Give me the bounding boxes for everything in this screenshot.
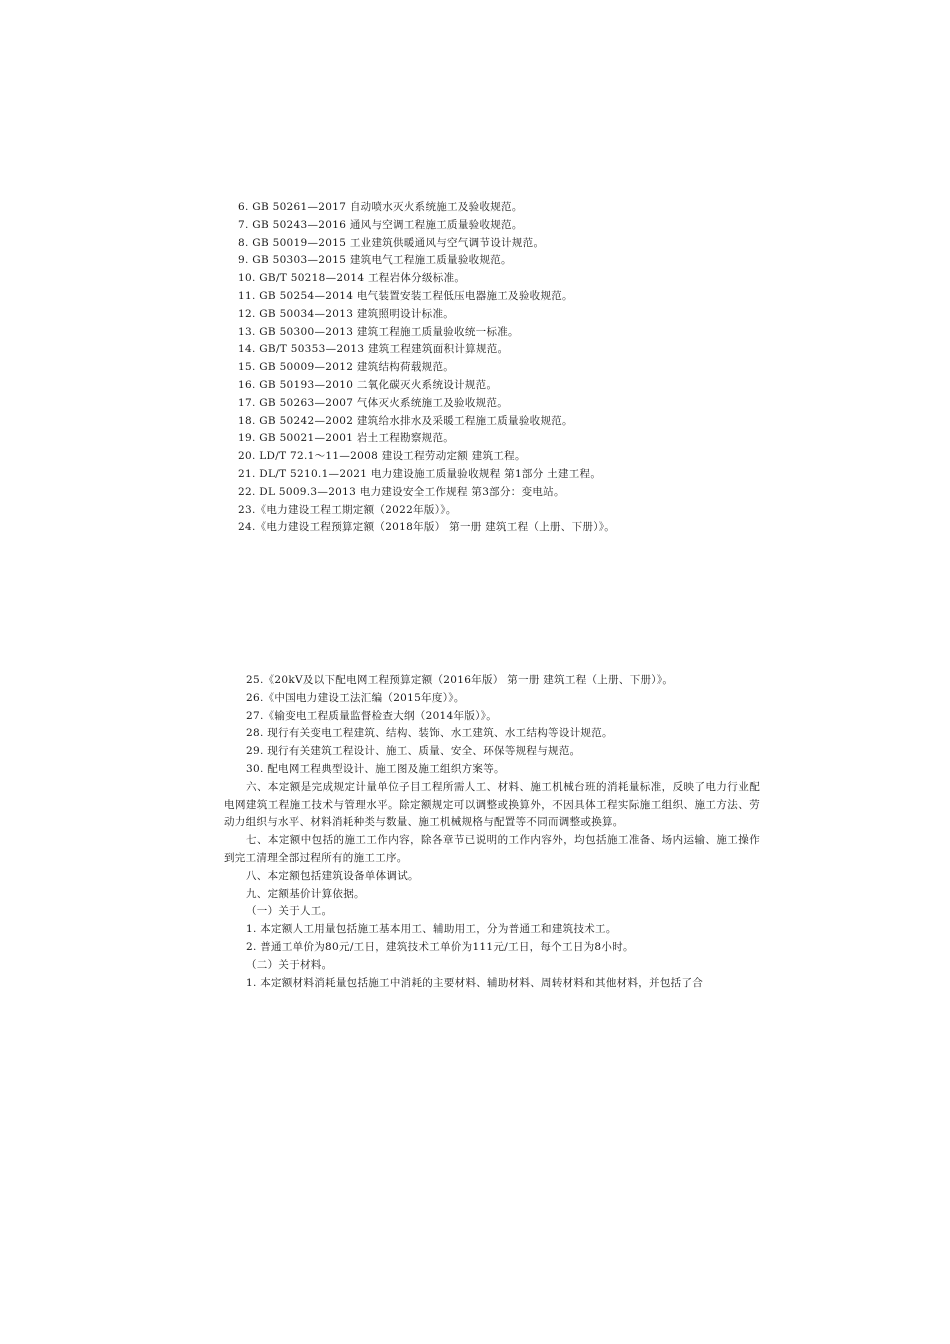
list-item: 11. GB 50254—2014 电气装置安装工程低压电器施工及验收规范。: [238, 289, 573, 302]
labor-item-1: 1. 本定额人工用量包括施工基本用工、辅助用工，分为普通工和建筑技术工。: [246, 923, 617, 936]
list-item: 24.《电力建设工程预算定额（2018年版） 第一册 建筑工程（上册、下册）》。: [238, 521, 616, 534]
list-item: 28. 现行有关变电工程建筑、结构、装饰、水工建筑、水工结构等设计规范。: [246, 727, 613, 740]
list-item: 8. GB 50019—2015 工业建筑供暖通风与空气调节设计规范。: [238, 236, 545, 249]
list-item: 20. LD/T 72.1～11—2008 建设工程劳动定额 建筑工程。: [238, 450, 526, 463]
list-item: 7. GB 50243—2016 通风与空调工程施工质量验收规范。: [238, 218, 523, 231]
list-item: 10. GB/T 50218—2014 工程岩体分级标准。: [238, 272, 466, 285]
list-item: 16. GB 50193—2010 二氧化碳灭火系统设计规范。: [238, 378, 498, 391]
list-item: 30. 配电网工程典型设计、施工图及施工组织方案等。: [246, 762, 505, 775]
subheading-labor: （一）关于人工。: [246, 905, 333, 918]
paragraph-8: 八、本定额包括建筑设备单体调试。: [246, 869, 419, 882]
list-item: 13. GB 50300—2013 建筑工程施工质量验收统一标准。: [238, 325, 519, 338]
list-item: 18. GB 50242—2002 建筑给水排水及采暖工程施工质量验收规范。: [238, 414, 573, 427]
standards-list-part1: [238, 199, 798, 537]
paragraph-6: 六、本定额是完成规定计量单位子目工程所需人工、材料、施工机械台班的消耗量标准，反映了电力行业配电网建筑工程施工技术与管理水平。除定额规定可以调整或换算外，不因具体工程实际施工组织、施工方法、劳动力组织与水平、材料消耗种类与数量、施工机械规格与配置等不同而调整或换算。: [224, 780, 760, 829]
list-item: 12. GB 50034—2013 建筑照明设计标准。: [238, 307, 455, 320]
list-item: 21. DL/T 5210.1—2021 电力建设施工质量验收规程 第1部分 土建工程。: [238, 467, 602, 480]
list-item: 23.《电力建设工程工期定额（2022年版）》。: [238, 503, 457, 516]
subheading-materials: （二）关于材料。: [246, 958, 333, 971]
list-item: 29. 现行有关建筑工程设计、施工、质量、安全、环保等规程与规范。: [246, 745, 581, 758]
materials-item-1: 1. 本定额材料消耗量包括施工中消耗的主要材料、辅助材料、周转材料和其他材料，并包括了合: [246, 976, 704, 989]
list-item: 15. GB 50009—2012 建筑结构荷载规范。: [238, 361, 455, 374]
list-item: 17. GB 50263—2007 气体灭火系统施工及验收规范。: [238, 396, 509, 409]
list-item: 19. GB 50021—2001 岩土工程勘察规范。: [238, 432, 455, 445]
labor-item-2: 2. 普通工单价为80元/工日，建筑技术工单价为111元/工日，每个工日为8小时。: [246, 940, 634, 953]
list-item: 6. GB 50261—2017 自动喷水灭火系统施工及验收规范。: [238, 201, 523, 213]
paragraph-7: 七、本定额中包括的施工工作内容，除各章节已说明的工作内容外，均包括施工准备、场内运输、施工操作到完工清理全部过程所有的施工工序。: [224, 834, 760, 864]
paragraph-9: 九、定额基价计算依据。: [246, 887, 365, 900]
list-item: 25.《20kV及以下配电网工程预算定额（2016年版） 第一册 建筑工程（上册、下册）》。: [246, 674, 674, 686]
document-body-part2: [224, 672, 760, 992]
list-item: 14. GB/T 50353—2013 建筑工程建筑面积计算规范。: [238, 343, 509, 356]
list-item: 9. GB 50303—2015 建筑电气工程施工质量验收规范。: [238, 254, 512, 267]
list-item: 27.《输变电工程质量监督检查大纲（2014年版）》。: [246, 709, 498, 722]
list-item: 26.《中国电力建设工法汇编（2015年度）》。: [246, 691, 465, 704]
list-item: 22. DL 5009.3—2013 电力建设安全工作规程 第3部分：变电站。: [238, 485, 565, 498]
